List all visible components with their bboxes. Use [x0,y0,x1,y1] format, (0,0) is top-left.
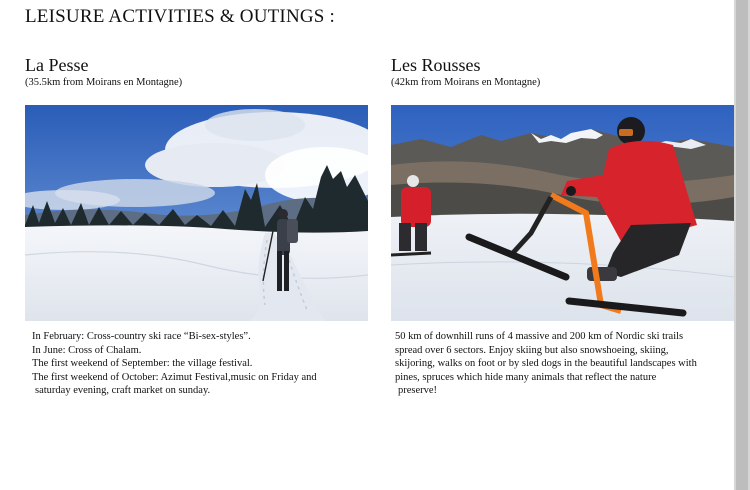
scrollbar[interactable] [734,0,750,490]
description-line: In June: Cross of Chalam. [32,344,142,356]
description-line: In February: Cross-country ski race “Bi-sex-styles”. [32,331,251,342]
description-line: skijoring, walks on foot or by sled dogs in the beautiful landscapes with [395,358,697,369]
description-line: pines, spruces which hide many animals that reflect the nature [395,371,657,383]
page-title: LEISURE ACTIVITIES & OUTINGS : [25,6,335,27]
description-line: The first weekend of September: the village festival. [32,358,253,369]
description-line: spread over 6 sectors. Enjoy skiing but also snowshoeing, skiing, [395,344,669,356]
description-line: preserve! [398,385,438,396]
section-description [32,330,375,398]
section-description [395,330,738,398]
les-rousses-skibike-photo [391,105,734,321]
section-distance: (42km from Moirans en Montagne) [391,77,541,88]
section-heading: Les Rousses [391,55,481,75]
description-line: The first weekend of October: Azimut Festival,music on Friday and [32,371,317,383]
section-la-pesse [25,55,368,396]
section-les-rousses [391,55,734,396]
section-heading: La Pesse [25,55,89,75]
la-pesse-snowshoe-photo [25,105,368,321]
description-line: 50 km of downhill runs of 4 massive and 200 km of Nordic ski trails [395,331,684,342]
description-line: saturday evening, craft market on sunday. [35,385,211,396]
scrollbar-thumb[interactable] [736,0,748,490]
section-distance: (35.5km from Moirans en Montagne) [25,77,183,88]
